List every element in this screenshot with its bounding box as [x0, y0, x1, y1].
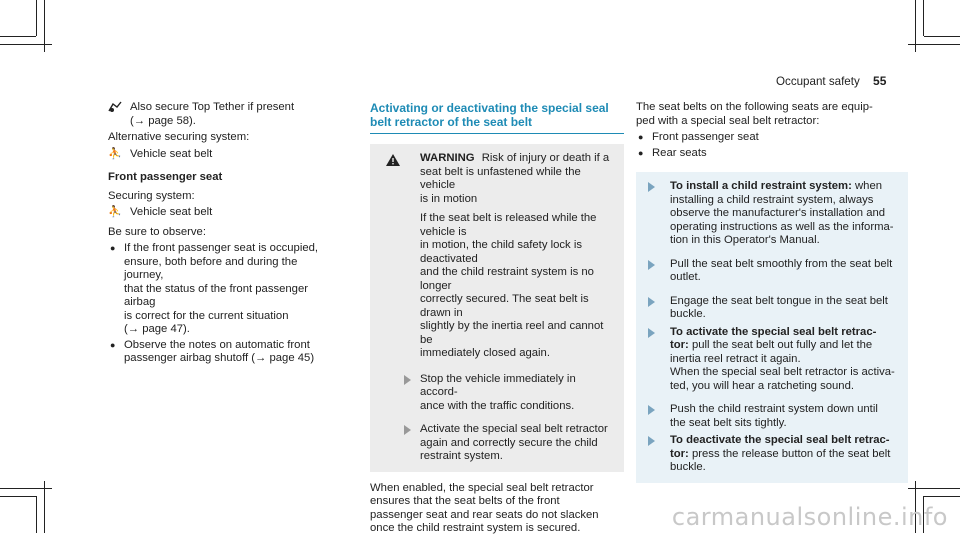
step: To install a child restraint system: when installing a child restraint system, always observe the manufacturer's installation and operating instructions as well as the informa- tion in this Operator's Manual. [670, 180, 908, 248]
crop-mark [915, 0, 916, 52]
alt-label: Alternative securing system: [108, 131, 250, 143]
step: Push the child restraint system down until the seat belt sits tightly. [670, 403, 908, 430]
top-tether-text: Also secure Top Tether if present [130, 101, 295, 113]
list-item: ● Rear seats [638, 146, 707, 159]
top-tether-ref: (→ page 58). [130, 114, 196, 127]
bullet-icon: ● [638, 132, 644, 142]
page-number: 55 [873, 74, 887, 88]
bullet-icon: ● [110, 243, 116, 253]
arrow-icon [648, 260, 655, 270]
list-item: ● If the front passenger seat is occupied, ensure, both before and during the journey, that the status of the front passenger airbag is correct for the current situation (→ page 47). [110, 242, 319, 335]
section-title: Occupant safety [776, 75, 860, 88]
crop-mark [923, 0, 924, 36]
crop-mark [0, 36, 36, 37]
list-item: ● Front passenger seat [638, 131, 759, 143]
column-1 [108, 101, 328, 368]
arrow-icon [648, 182, 655, 192]
seat-list [636, 131, 908, 160]
warning-box: WARNING Risk of injury or death if a seat belt is unfastened while the vehicle is in motion If the seat belt is released while the vehicle is in motion, the child safety lock is deactivated and the child restraint system is no longer correctly secured. The seat belt is drawn in slightly by the inertia reel and cannot be immediately closed again. Stop the vehicle immediately in accord- ance with the traffic conditions. Activate the special seal belt retractor again and correctly secure the child restraint system. [370, 144, 624, 472]
securing-item: Vehicle seat belt [130, 206, 213, 218]
step: To activate the special seal belt retrac- tor: pull the seat belt out fully and let the inertia reel retract it again. When the special seal belt retractor is activa- ted, you will hear a ratcheting sound. [670, 326, 908, 394]
alt-item: Vehicle seat belt [130, 147, 213, 160]
seat-belt-icon: ⛹ [108, 147, 122, 160]
crop-mark [924, 36, 960, 37]
step: To deactivate the special seal belt retrac- tor: press the release button of the seat belt buckle. [670, 434, 908, 475]
bullet-icon: ● [110, 339, 116, 350]
arrow-icon [648, 436, 655, 446]
step: Activate the special seal belt retractor again and correctly secure the child restraint system. [378, 423, 616, 464]
arrow-icon [648, 297, 655, 307]
top-tether-icon [108, 101, 122, 118]
crop-mark [36, 496, 37, 533]
step: Pull the seat belt smoothly from the seat belt outlet. [670, 258, 908, 285]
column-3 [636, 101, 908, 483]
column-2 [370, 101, 624, 536]
section-heading: Activating or deactivating the special seal belt retractor of the seat belt [370, 101, 609, 129]
list-item: ● Observe the notes on automatic front passenger airbag shutoff (→ page 45) [110, 338, 315, 364]
crop-mark [924, 496, 960, 497]
crop-mark [44, 0, 45, 52]
arrow-icon [648, 328, 655, 338]
step: Engage the seat belt tongue in the seat belt buckle. [670, 295, 908, 322]
steps-panel [636, 172, 908, 483]
crop-mark [0, 496, 36, 497]
intro-text: The seat belts on the following seats are equip- ped with a special seal belt retractor: [636, 101, 873, 127]
step: Stop the vehicle immediately in accord- ance with the traffic conditions. [378, 373, 616, 414]
seat-belt-icon: ⛹ [108, 206, 122, 218]
observe-label: Be sure to observe: [108, 225, 206, 238]
arrow-icon [404, 425, 411, 435]
running-header [776, 74, 886, 88]
after-box-text: When enabled, the special seal belt retractor ensures that the seat belts of the front passenger seat and rear seats do not slacken once the child restraint system is secured. [370, 481, 599, 534]
arrow-icon [404, 375, 411, 385]
bullet-icon: ● [638, 147, 644, 158]
observe-list [108, 242, 328, 366]
securing-label: Securing system: [108, 189, 195, 202]
front-passenger-heading: Front passenger seat [108, 171, 223, 183]
crop-mark [44, 481, 45, 533]
crop-mark [36, 0, 37, 36]
warning-icon [386, 154, 400, 171]
warning-body: If the seat belt is released while the vehicle is in motion, the child safety lock is deactivated and the child restraint system is no longer correctly secured. The seat belt is drawn in slightly by the inertia reel and cannot be immediately closed again. [420, 212, 604, 359]
watermark: carmanualsonline.info [671, 503, 948, 531]
warning-word: WARNING [420, 152, 475, 164]
arrow-icon [648, 405, 655, 415]
heading-rule [370, 133, 624, 134]
